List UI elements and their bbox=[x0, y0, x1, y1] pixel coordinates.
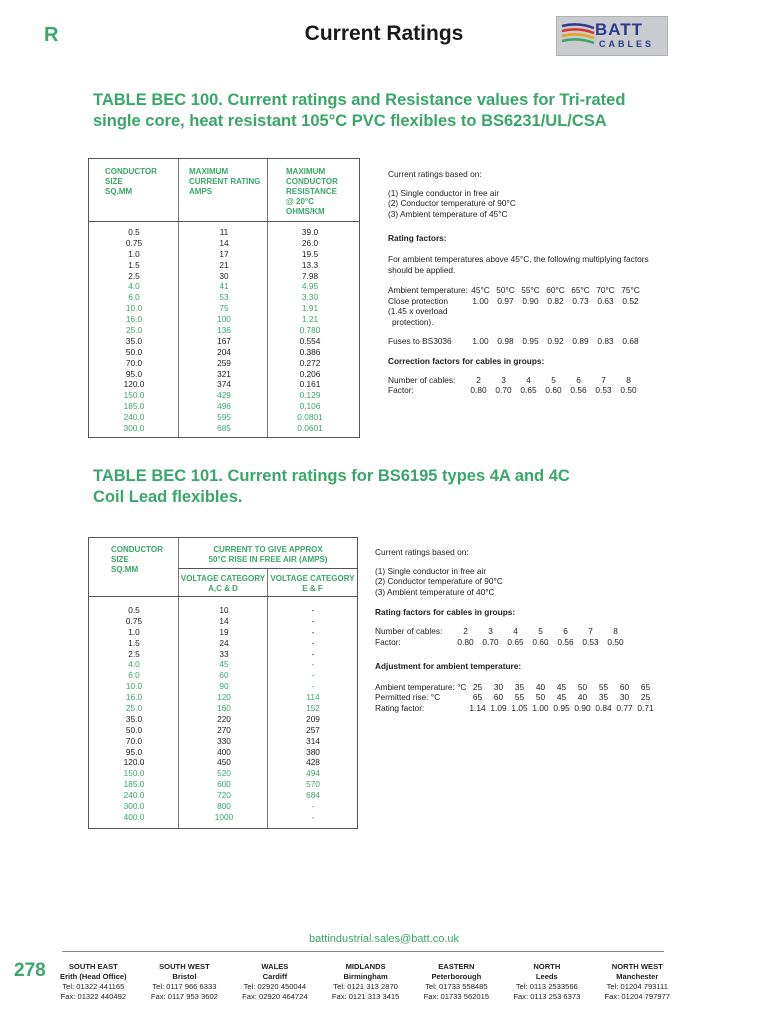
factor-value: 25 bbox=[472, 681, 483, 692]
factor-value: 0.82 bbox=[547, 295, 564, 306]
factor-value: 65°C bbox=[571, 285, 590, 296]
correction-factors-title: Correction factors for cables in groups: bbox=[388, 356, 545, 367]
table-100-amps-column bbox=[199, 227, 249, 434]
table-cell: 26.0 bbox=[301, 237, 319, 248]
factor-value: 0.80 bbox=[457, 636, 474, 647]
table-cell: 429 bbox=[217, 390, 231, 401]
office-tel: Tel: 01322 441165 bbox=[62, 982, 125, 991]
table-cell: 21 bbox=[219, 259, 229, 270]
office-region: MIDLANDS bbox=[345, 962, 386, 971]
table-cell: 114 bbox=[306, 692, 320, 703]
factor-value: 7 bbox=[588, 625, 593, 636]
factor-value: 0.63 bbox=[597, 295, 614, 306]
table-cell: 0.554 bbox=[299, 335, 321, 346]
office-city: Leeds bbox=[535, 972, 558, 981]
table-cell: 0.5 bbox=[128, 605, 140, 615]
table-101-heading-line1: TABLE BEC 101. Current ratings for BS6195 types 4A and 4C bbox=[93, 467, 570, 485]
factor-value: 55 bbox=[598, 681, 609, 692]
table-cell: 120.0 bbox=[123, 379, 145, 390]
table-cell: 25.0 bbox=[125, 703, 143, 714]
cables-row: Number of cables: 2 3 4 5 6 7 8 bbox=[388, 375, 688, 386]
table-cell: 1.0 bbox=[128, 626, 140, 637]
ambient-row: Ambient temperature: °C 25 30 35 40 45 50 55 60 65 bbox=[375, 682, 675, 693]
factor-value: 1.09 bbox=[490, 702, 507, 713]
factor-value: 0.92 bbox=[547, 335, 564, 346]
factor-value: 50 bbox=[535, 692, 546, 703]
logo-text-top: BATT bbox=[595, 20, 644, 39]
office-region: EASTERN bbox=[438, 962, 475, 971]
factor-value: 75°C bbox=[621, 285, 640, 296]
table-cell: 160 bbox=[217, 703, 231, 714]
factor-value: 0.60 bbox=[545, 385, 562, 396]
table-cell: 95.0 bbox=[125, 746, 143, 757]
office-tel: Tel: 0121 313 2870 bbox=[333, 982, 398, 991]
factor-value: 0.56 bbox=[557, 636, 574, 647]
table-cell: 60 bbox=[219, 670, 229, 681]
table-cell: - bbox=[311, 605, 315, 615]
table-100-heading-line1: TABLE BEC 100. Current ratings and Resistance values for Tri-rated bbox=[93, 91, 626, 109]
table-cell: - bbox=[311, 648, 315, 659]
table-cell: 0.75 bbox=[125, 237, 143, 248]
factor-value: 55 bbox=[514, 692, 525, 703]
table-cell: 240.0 bbox=[123, 790, 145, 801]
factor-value: 5 bbox=[551, 374, 556, 385]
table-101-acd-column bbox=[199, 605, 249, 823]
factor-value: 1.00 bbox=[472, 335, 489, 346]
office-region: SOUTH WEST bbox=[159, 962, 210, 971]
table-cell: 39.0 bbox=[301, 227, 319, 237]
table-cell: - bbox=[311, 659, 315, 670]
table-cell: 0.0801 bbox=[297, 412, 323, 423]
table-cell: 45 bbox=[219, 659, 229, 670]
table-cell: 220 bbox=[217, 713, 231, 724]
table-cell: 13.3 bbox=[301, 259, 319, 270]
table-cell: 35.0 bbox=[125, 713, 143, 724]
factor-value: 1.14 bbox=[469, 702, 486, 713]
factor-value: 3 bbox=[488, 625, 493, 636]
factor-value: 45°C bbox=[471, 285, 490, 296]
factor-value: 25 bbox=[640, 692, 651, 703]
factor-value: 0.71 bbox=[637, 702, 654, 713]
adjust-title: Adjustment for ambient temperature: bbox=[375, 661, 522, 672]
table-100-col3-header: MAXIMUM CONDUCTOR RESISTANCE @ 20°C OHMS/KM bbox=[286, 167, 338, 216]
table-100-size-column bbox=[109, 227, 159, 434]
table-cell: 0.75 bbox=[125, 615, 143, 626]
table-cell: 10 bbox=[219, 605, 229, 615]
table-101-sub1-header: VOLTAGE CATEGORY A,C & D bbox=[180, 574, 266, 593]
office-contact bbox=[605, 962, 670, 1002]
table-cell: 800 bbox=[217, 801, 231, 812]
factor-value: 0.60 bbox=[532, 636, 549, 647]
table-cell: 120 bbox=[217, 692, 231, 703]
table-cell: 17 bbox=[219, 248, 229, 259]
table-cell: 400.0 bbox=[123, 811, 145, 822]
table-cell: 720 bbox=[217, 790, 231, 801]
table-101-sub2-header: VOLTAGE CATEGORY E & F bbox=[270, 574, 355, 593]
factor-value: 0.90 bbox=[522, 295, 539, 306]
table-cell: 35.0 bbox=[125, 335, 143, 346]
page-number: 278 bbox=[14, 960, 46, 981]
table-cell: 185.0 bbox=[123, 779, 145, 790]
factor-value: 40 bbox=[535, 681, 546, 692]
table-cell: 25.0 bbox=[125, 325, 143, 336]
table-cell: 1.5 bbox=[128, 637, 140, 648]
office-city: Birmingham bbox=[343, 972, 388, 981]
table-cell: 0.386 bbox=[299, 346, 321, 357]
table-cell: 300.0 bbox=[123, 423, 145, 434]
factor-value: 0.80 bbox=[470, 385, 487, 396]
table-cell: 11 bbox=[219, 227, 229, 237]
office-fax: Fax: 0117 953 3602 bbox=[150, 992, 218, 1001]
table-cell: 10.0 bbox=[125, 303, 143, 314]
table-cell: 494 bbox=[306, 768, 320, 779]
factor-value: 0.73 bbox=[572, 295, 589, 306]
office-tel: Tel: 01204 793111 bbox=[606, 982, 668, 991]
factor-value: 50°C bbox=[496, 285, 515, 296]
logo-stripes-icon bbox=[561, 22, 595, 48]
table-cell: 41 bbox=[219, 281, 229, 292]
table-101-heading bbox=[93, 466, 693, 508]
table-cell: - bbox=[311, 615, 315, 626]
table-cell: 150.0 bbox=[123, 390, 145, 401]
factor-value: 0.68 bbox=[622, 335, 639, 346]
office-fax: Fax: 0121 313 3415 bbox=[331, 992, 400, 1001]
factor-value: 6 bbox=[563, 625, 568, 636]
table-cell: 257 bbox=[306, 724, 320, 735]
factor-value: 1.05 bbox=[511, 702, 528, 713]
table-cell: 120.0 bbox=[123, 757, 145, 768]
table-101-ef-column bbox=[288, 605, 338, 823]
factor-value: 55°C bbox=[521, 285, 540, 296]
factor-row: Factor: 0.80 0.70 0.65 0.60 0.56 0.53 0.50 bbox=[375, 637, 675, 648]
table-cell: 374 bbox=[217, 379, 231, 390]
table-cell: 2.5 bbox=[128, 270, 140, 281]
factor-value: 0.83 bbox=[597, 335, 614, 346]
table-101 bbox=[88, 537, 358, 829]
office-contact bbox=[60, 962, 127, 1002]
factor-value: 0.97 bbox=[497, 295, 514, 306]
table-cell: 50.0 bbox=[125, 346, 143, 357]
factor-value: 35 bbox=[514, 681, 525, 692]
table-cell: 136 bbox=[217, 325, 231, 336]
office-region: WALES bbox=[261, 962, 289, 971]
office-tel: Tel: 0113 2533566 bbox=[515, 982, 578, 991]
office-city: Peterborough bbox=[431, 972, 482, 981]
section-letter: R bbox=[44, 24, 59, 46]
office-region: NORTH WEST bbox=[611, 962, 663, 971]
factor-value: 3 bbox=[501, 374, 506, 385]
table-101-col1-header: CONDUCTOR SIZE SQ.MM bbox=[111, 545, 163, 574]
table-cell: 600 bbox=[217, 779, 231, 790]
factor-value: 60°C bbox=[546, 285, 565, 296]
footer-divider bbox=[62, 951, 664, 952]
fuses-row: Fuses to BS3036 1.00 0.98 0.95 0.92 0.89 0.83 0.68 bbox=[388, 336, 688, 347]
table-cell: 6.0 bbox=[128, 670, 140, 681]
factor-value: 0.65 bbox=[507, 636, 524, 647]
logo-text-bottom: CABLES bbox=[599, 39, 655, 49]
table-cell: 400 bbox=[217, 746, 231, 757]
factor-value: 0.70 bbox=[495, 385, 512, 396]
table-cell: - bbox=[311, 801, 315, 812]
table-cell: 259 bbox=[217, 357, 231, 368]
table-cell: 0.5 bbox=[128, 227, 140, 237]
table-cell: 167 bbox=[217, 335, 231, 346]
factor-value: 6 bbox=[576, 374, 581, 385]
factor-value: 2 bbox=[463, 625, 468, 636]
factor-value: 30 bbox=[493, 681, 504, 692]
office-tel: Tel: 0117 966 6333 bbox=[152, 982, 217, 991]
office-city: Cardiff bbox=[262, 972, 288, 981]
table-cell: 0.161 bbox=[299, 379, 321, 390]
factor-value: 45 bbox=[556, 692, 567, 703]
factor-value: 0.77 bbox=[616, 702, 633, 713]
table-cell: 4.0 bbox=[128, 281, 140, 292]
table-cell: - bbox=[311, 626, 315, 637]
table-cell: 7.98 bbox=[301, 270, 319, 281]
factor-value: 45 bbox=[556, 681, 567, 692]
table-cell: 100 bbox=[217, 314, 231, 325]
notes-based-on: Current ratings based on: bbox=[388, 169, 482, 179]
table-cell: 450 bbox=[217, 757, 231, 768]
factor-value: 7 bbox=[601, 374, 606, 385]
table-100-notes: Current ratings based on: (1) Single conductor in free air (2) Conductor temperature of 90°C (3) Ambient temperature of 45°C Rating factors: For ambient temperatures above 45°C, the following multiplying factors should be applied. Ambient temperature: 45°C 50°C 55°C 60°C 65°C 70°C 75°C Close protection 1.00 0.97 0.90 0.82 0.73 0.63 0.52 (1.45 x overload protection). Fuses to BS3036 1.00 0.98 0.95 0.92 0.89 0.83 0.68 Correction factors for cables in groups: Number of cables: 2 3 4 5 6 7 8 Factor: 0.80 0.70 0.65 0.60 0.56 0.53 0.50 bbox=[388, 169, 688, 396]
table-cell: 4.0 bbox=[128, 659, 140, 670]
table-cell: 6.0 bbox=[128, 292, 140, 303]
factor-value: 40 bbox=[577, 692, 588, 703]
factor-value: 35 bbox=[598, 692, 609, 703]
office-fax: Fax: 01322 440492 bbox=[60, 992, 127, 1001]
footer-email-link[interactable]: battindustrial.sales@batt.co.uk bbox=[309, 933, 459, 945]
table-cell: 90 bbox=[219, 681, 229, 692]
table-100 bbox=[88, 158, 360, 438]
factor-value: 70°C bbox=[596, 285, 615, 296]
table-cell: 53 bbox=[219, 292, 229, 303]
table-cell: 50.0 bbox=[125, 724, 143, 735]
factor-value: 2 bbox=[476, 374, 481, 385]
table-cell: 685 bbox=[217, 423, 231, 434]
factor-value: 60 bbox=[493, 692, 504, 703]
table-101-size-column bbox=[109, 605, 159, 823]
factor-value: 8 bbox=[613, 625, 618, 636]
table-cell: 16.0 bbox=[125, 692, 143, 703]
office-city: Manchester bbox=[616, 972, 659, 981]
table-cell: 150.0 bbox=[123, 768, 145, 779]
table-100-col2-header: MAXIMUM CURRENT RATING AMPS bbox=[189, 167, 261, 196]
factor-value: 5 bbox=[538, 625, 543, 636]
office-fax: Fax: 01733 562015 bbox=[423, 992, 490, 1001]
ambient-temp-row: Ambient temperature: 45°C 50°C 55°C 60°C 65°C 70°C 75°C bbox=[388, 285, 688, 296]
table-cell: 595 bbox=[217, 412, 231, 423]
table-cell: 1000 bbox=[214, 811, 234, 822]
office-region: NORTH bbox=[533, 962, 561, 971]
table-cell: 24 bbox=[219, 637, 229, 648]
table-cell: - bbox=[311, 681, 315, 692]
office-fax: Fax: 0113 253 6373 bbox=[513, 992, 581, 1001]
table-cell: 684 bbox=[306, 790, 320, 801]
office-contact bbox=[242, 962, 307, 1002]
office-city: Erith (Head Office) bbox=[60, 972, 127, 981]
table-cell: 0.0601 bbox=[297, 423, 323, 434]
page-title: Current Ratings bbox=[304, 22, 464, 45]
factor-value: 60 bbox=[619, 681, 630, 692]
rise-row: Permitted rise: °C 65 60 55 50 45 40 35 30 25 bbox=[375, 692, 675, 703]
factor-value: 0.56 bbox=[570, 385, 587, 396]
table-cell: 70.0 bbox=[125, 357, 143, 368]
batt-cables-logo bbox=[556, 16, 668, 56]
table-cell: - bbox=[311, 811, 315, 822]
table-100-resistance-column bbox=[285, 227, 335, 434]
factor-value: 0.98 bbox=[497, 335, 514, 346]
table-cell: 33 bbox=[219, 648, 229, 659]
table-cell: 10.0 bbox=[125, 681, 143, 692]
table-cell: 321 bbox=[217, 368, 231, 379]
table-cell: 3.30 bbox=[301, 292, 319, 303]
table-cell: 1.91 bbox=[301, 303, 319, 314]
office-fax: Fax: 01204 797977 bbox=[604, 992, 670, 1001]
table-cell: 95.0 bbox=[125, 368, 143, 379]
table-cell: 19.5 bbox=[301, 248, 319, 259]
office-region: SOUTH EAST bbox=[68, 962, 118, 971]
office-contact bbox=[513, 962, 580, 1002]
close-protection-row: Close protection 1.00 0.97 0.90 0.82 0.73 0.63 0.52 bbox=[388, 296, 688, 307]
table-cell: 300.0 bbox=[123, 801, 145, 812]
factor-value: 65 bbox=[472, 692, 483, 703]
factor-value: 0.89 bbox=[572, 335, 589, 346]
table-cell: 496 bbox=[217, 401, 231, 412]
office-contact bbox=[424, 962, 489, 1002]
table-101-group-header: CURRENT TO GIVE APPROX 50°C RISE IN FREE AIR (AMPS) bbox=[208, 545, 328, 564]
table-cell: 1.21 bbox=[301, 314, 319, 325]
factor-value: 50 bbox=[577, 681, 588, 692]
table-100-col1-header: CONDUCTOR SIZE SQ.MM bbox=[105, 167, 157, 196]
office-fax: Fax: 02920 464724 bbox=[242, 992, 308, 1001]
rating-factors-title: Rating factors: bbox=[388, 233, 447, 244]
table-cell: 152 bbox=[306, 703, 320, 714]
office-contact bbox=[332, 962, 400, 1002]
table-cell: 380 bbox=[306, 746, 320, 757]
factor-value: 0.95 bbox=[522, 335, 539, 346]
factor-value: 0.50 bbox=[620, 385, 637, 396]
table-cell: 185.0 bbox=[123, 401, 145, 412]
factor-value: 0.84 bbox=[595, 702, 612, 713]
factor-value: 0.95 bbox=[553, 702, 570, 713]
table-cell: 30 bbox=[219, 270, 229, 281]
table-cell: 70.0 bbox=[125, 735, 143, 746]
table-100-heading-line2: single core, heat resistant 105°C PVC flexibles to BS6231/UL/CSA bbox=[93, 112, 607, 130]
factor-value: 0.53 bbox=[595, 385, 612, 396]
factor-value: 0.50 bbox=[607, 636, 624, 647]
table-cell: 16.0 bbox=[125, 314, 143, 325]
table-cell: 0.206 bbox=[299, 368, 321, 379]
groups-title: Rating factors for cables in groups: bbox=[375, 607, 516, 618]
factor-value: 8 bbox=[626, 374, 631, 385]
factor-value: 0.70 bbox=[482, 636, 499, 647]
table-cell: 330 bbox=[217, 735, 231, 746]
factor-value: 0.53 bbox=[582, 636, 599, 647]
table-cell: 19 bbox=[219, 626, 229, 637]
table-cell: 0.106 bbox=[299, 401, 321, 412]
table-cell: 0.129 bbox=[299, 390, 321, 401]
table-cell: 314 bbox=[306, 735, 320, 746]
table-cell: 4.95 bbox=[301, 281, 319, 292]
factor-value: 0.52 bbox=[622, 295, 639, 306]
table-cell: 428 bbox=[306, 757, 320, 768]
factor-value: 4 bbox=[513, 625, 518, 636]
factor-value: 0.90 bbox=[574, 702, 591, 713]
factor-value: 0.65 bbox=[520, 385, 537, 396]
office-city: Bristol bbox=[172, 972, 197, 981]
table-cell: 14 bbox=[219, 237, 229, 248]
table-cell: 0.272 bbox=[299, 357, 321, 368]
table-cell: 1.5 bbox=[128, 259, 140, 270]
table-cell: 520 bbox=[217, 768, 231, 779]
table-cell: 0.780 bbox=[299, 325, 321, 336]
table-cell: 204 bbox=[217, 346, 231, 357]
table-cell: 270 bbox=[217, 724, 231, 735]
office-tel: Tel: 02920 450044 bbox=[243, 982, 307, 991]
table-cell: 240.0 bbox=[123, 412, 145, 423]
footer-offices bbox=[60, 962, 670, 1002]
table-101-heading-line2: Coil Lead flexibles. bbox=[93, 488, 243, 506]
table-cell: 1.0 bbox=[128, 248, 140, 259]
table-101-notes: Current ratings based on: (1) Single conductor in free air (2) Conductor temperature of 90°C (3) Ambient temperature of 40°C Rating factors for cables in groups: Number of cables: 2 3 4 5 6 7 8 Factor: 0.80 0.70 0.65 0.60 0.56 0.53 0.50 Adjustment for ambient temperature: Ambient temperature: °C 25 30 35 40 45 50 55 60 65 Permitted rise: °C 65 60 55 50 45 40 35 30 25 Rating factor: 1.14 1.09 1.05 1.00 0.95 0.90 0.84 0.77 0.71 bbox=[375, 547, 675, 714]
table-100-heading bbox=[93, 90, 693, 132]
factor-value: 65 bbox=[640, 681, 651, 692]
cables-row: Number of cables: 2 3 4 5 6 7 8 bbox=[375, 626, 675, 637]
factor-value: 1.00 bbox=[532, 702, 549, 713]
factor-value: 1.00 bbox=[472, 295, 489, 306]
table-cell: 75 bbox=[219, 303, 229, 314]
table-cell: 570 bbox=[306, 779, 320, 790]
factor-value: 4 bbox=[526, 374, 531, 385]
table-cell: 209 bbox=[306, 713, 320, 724]
table-cell: 2.5 bbox=[128, 648, 140, 659]
table-cell: - bbox=[311, 670, 315, 681]
factor-row: Factor: 0.80 0.70 0.65 0.60 0.56 0.53 0.50 bbox=[388, 385, 688, 396]
table-cell: - bbox=[311, 637, 315, 648]
rating-factor-row: Rating factor: 1.14 1.09 1.05 1.00 0.95 0.90 0.84 0.77 0.71 bbox=[375, 703, 675, 714]
table-cell: 14 bbox=[219, 615, 229, 626]
factor-value: 30 bbox=[619, 692, 630, 703]
office-contact bbox=[151, 962, 218, 1002]
office-tel: Tel: 01733 558485 bbox=[425, 982, 488, 991]
